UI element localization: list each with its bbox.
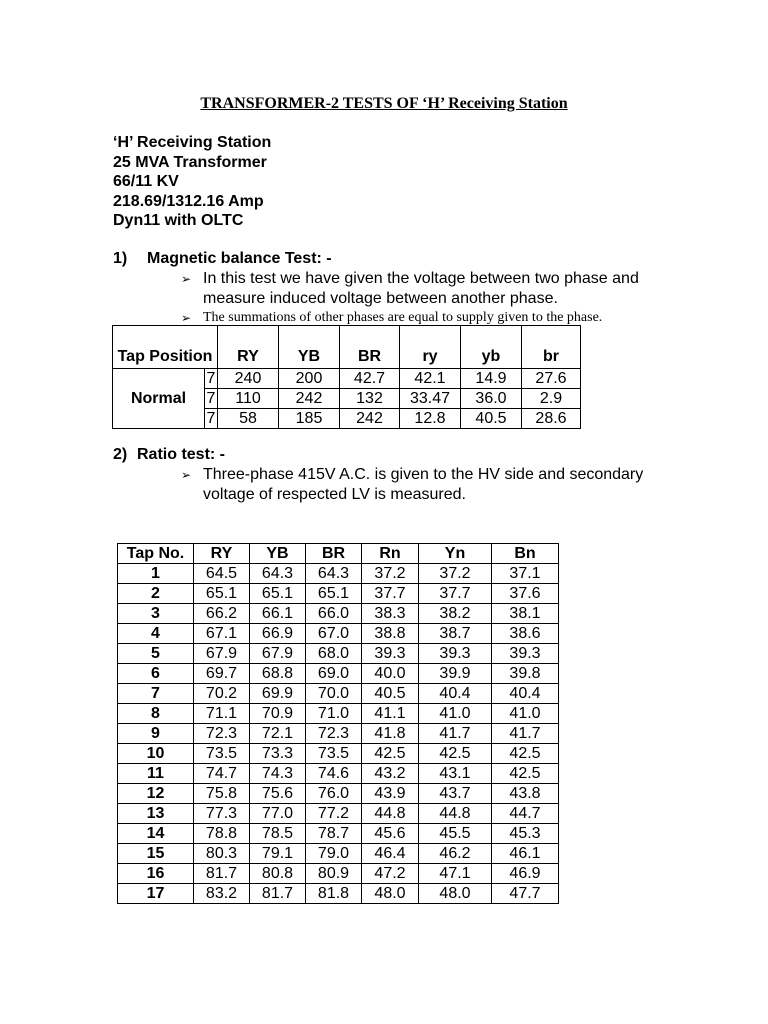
table-cell: 37.1 xyxy=(492,564,559,584)
table-cell: 42.1 xyxy=(400,369,461,389)
table-cell: 80.9 xyxy=(306,864,362,884)
table-cell: 72.1 xyxy=(250,724,306,744)
table-cell: 39.3 xyxy=(419,644,492,664)
table-cell: 41.0 xyxy=(419,704,492,724)
table-cell: 68.0 xyxy=(306,644,362,664)
section1-bullet-2: ➢ The summations of other phases are equal to supply given to the phase. xyxy=(181,308,661,328)
column-header: ry xyxy=(400,326,461,369)
voltage-rating: 66/11 KV xyxy=(113,173,179,191)
table-row xyxy=(118,744,559,764)
table-row xyxy=(118,724,559,744)
table-cell: 80.3 xyxy=(194,844,250,864)
table-cell: 42.7 xyxy=(340,369,400,389)
tap-number-cell: 1 xyxy=(118,564,194,584)
table-row xyxy=(118,844,559,864)
table-cell: 28.6 xyxy=(522,409,581,429)
tap-number-cell: 14 xyxy=(118,824,194,844)
table-cell: 70.9 xyxy=(250,704,306,724)
table-cell: 40.5 xyxy=(362,684,419,704)
tap-number-cell: 12 xyxy=(118,784,194,804)
column-header: BR xyxy=(340,326,400,369)
table-cell: 38.8 xyxy=(362,624,419,644)
table-cell: 77.0 xyxy=(250,804,306,824)
section1-heading xyxy=(113,250,332,268)
table-cell: 39.3 xyxy=(362,644,419,664)
table-cell: 43.8 xyxy=(492,784,559,804)
table-cell: 44.7 xyxy=(492,804,559,824)
table-cell: 73.3 xyxy=(250,744,306,764)
table-cell: 81.8 xyxy=(306,884,362,904)
table-cell: 38.3 xyxy=(362,604,419,624)
table-cell: 40.0 xyxy=(362,664,419,684)
section2-number: 2) xyxy=(113,446,128,463)
table-cell: 77.3 xyxy=(194,804,250,824)
table-cell: 64.3 xyxy=(306,564,362,584)
table-cell: 38.7 xyxy=(419,624,492,644)
table-cell: 74.3 xyxy=(250,764,306,784)
table-row xyxy=(118,664,559,684)
table-cell: 242 xyxy=(340,409,400,429)
table-cell: 200 xyxy=(279,369,340,389)
column-header: YB xyxy=(250,544,306,564)
tap-number-cell: 9 xyxy=(118,724,194,744)
column-header: Rn xyxy=(362,544,419,564)
table-cell: 68.8 xyxy=(250,664,306,684)
section1-title: Magnetic balance Test: - xyxy=(147,250,332,267)
table-cell: 83.2 xyxy=(194,884,250,904)
tap-number-cell: 7 xyxy=(118,684,194,704)
table-cell: 45.3 xyxy=(492,824,559,844)
table-cell: 65.1 xyxy=(306,584,362,604)
tap-number-cell: 10 xyxy=(118,744,194,764)
table-cell: 73.5 xyxy=(306,744,362,764)
table-cell: 43.9 xyxy=(362,784,419,804)
table-cell: 42.5 xyxy=(419,744,492,764)
table-cell: 14.9 xyxy=(461,369,522,389)
table-row xyxy=(118,884,559,904)
ratio-test-table xyxy=(117,543,559,904)
table-cell: 47.1 xyxy=(419,864,492,884)
table-cell: 132 xyxy=(340,389,400,409)
table-cell: 66.9 xyxy=(250,624,306,644)
table-cell: 37.7 xyxy=(419,584,492,604)
section2-heading xyxy=(113,446,225,464)
column-header: RY xyxy=(218,326,279,369)
table-cell: 65.1 xyxy=(194,584,250,604)
table-cell: 70.2 xyxy=(194,684,250,704)
table-row xyxy=(118,824,559,844)
table-row xyxy=(118,764,559,784)
table-cell: 74.6 xyxy=(306,764,362,784)
table-cell: 48.0 xyxy=(362,884,419,904)
tap-number-cell: 5 xyxy=(118,644,194,664)
table-cell: 43.2 xyxy=(362,764,419,784)
table-cell: 77.2 xyxy=(306,804,362,824)
current-rating: 218.69/1312.16 Amp xyxy=(113,192,264,210)
table-cell: 58 xyxy=(218,409,279,429)
table-cell: 2.9 xyxy=(522,389,581,409)
arrow-bullet-icon: ➢ xyxy=(181,468,192,482)
column-header: br xyxy=(522,326,581,369)
table-cell: 37.2 xyxy=(419,564,492,584)
station-name: ‘H’ Receiving Station xyxy=(113,134,272,151)
table-cell: 64.5 xyxy=(194,564,250,584)
table-cell: 42.5 xyxy=(492,744,559,764)
table-cell: 41.7 xyxy=(419,724,492,744)
document-title: TRANSFORMER-2 TESTS OF ‘H’ Receiving Station xyxy=(200,95,568,112)
table-header-row xyxy=(113,326,581,369)
table-cell: 75.8 xyxy=(194,784,250,804)
table-row xyxy=(118,624,559,644)
table-cell: 78.5 xyxy=(250,824,306,844)
table-cell: 48.0 xyxy=(419,884,492,904)
ratio-table-body xyxy=(118,564,559,904)
table-cell: 76.0 xyxy=(306,784,362,804)
table-cell: 7 xyxy=(205,389,218,409)
table-cell: 41.1 xyxy=(362,704,419,724)
table-cell: 7 xyxy=(205,369,218,389)
table-row xyxy=(118,604,559,624)
table-row xyxy=(118,644,559,664)
table-header-row xyxy=(118,544,559,564)
column-header: Tap Position xyxy=(113,326,218,369)
table-cell: 33.47 xyxy=(400,389,461,409)
table-cell: 81.7 xyxy=(194,864,250,884)
table-cell: 72.3 xyxy=(306,724,362,744)
table-cell: 242 xyxy=(279,389,340,409)
tap-number-cell: 16 xyxy=(118,864,194,884)
group-label: Normal xyxy=(113,369,205,429)
table-cell: 71.0 xyxy=(306,704,362,724)
table-row xyxy=(113,369,581,389)
table-cell: 185 xyxy=(279,409,340,429)
table-cell: 79.0 xyxy=(306,844,362,864)
table-cell: 80.8 xyxy=(250,864,306,884)
table-cell: 67.9 xyxy=(250,644,306,664)
table-cell: 38.2 xyxy=(419,604,492,624)
column-header: YB xyxy=(279,326,340,369)
table-cell: 46.1 xyxy=(492,844,559,864)
table-cell: 7 xyxy=(205,409,218,429)
table-cell: 27.6 xyxy=(522,369,581,389)
table-row xyxy=(118,784,559,804)
table-cell: 110 xyxy=(218,389,279,409)
table-cell: 69.7 xyxy=(194,664,250,684)
table-cell: 40.4 xyxy=(419,684,492,704)
arrow-bullet-icon: ➢ xyxy=(181,311,192,325)
section1-number: 1) xyxy=(113,250,128,267)
table-cell: 66.2 xyxy=(194,604,250,624)
table-cell: 67.1 xyxy=(194,624,250,644)
vector-group: Dyn11 with OLTC xyxy=(113,212,244,230)
section1-bullet-1: ➢ In this test we have given the voltage between two phase and measure induced voltage between another phase. xyxy=(181,270,639,307)
table-cell: 69.9 xyxy=(250,684,306,704)
table-cell: 240 xyxy=(218,369,279,389)
column-header: Bn xyxy=(492,544,559,564)
table-cell: 78.7 xyxy=(306,824,362,844)
section2-title: Ratio test: - xyxy=(137,446,225,463)
table-cell: 44.8 xyxy=(419,804,492,824)
table-cell: 66.1 xyxy=(250,604,306,624)
table-cell: 37.7 xyxy=(362,584,419,604)
tap-number-cell: 2 xyxy=(118,584,194,604)
table-cell: 65.1 xyxy=(250,584,306,604)
table-cell: 45.5 xyxy=(419,824,492,844)
table-cell: 67.0 xyxy=(306,624,362,644)
table-row xyxy=(118,564,559,584)
table-cell: 70.0 xyxy=(306,684,362,704)
table-cell: 72.3 xyxy=(194,724,250,744)
table-cell: 40.4 xyxy=(492,684,559,704)
table-cell: 47.7 xyxy=(492,884,559,904)
table-cell: 74.7 xyxy=(194,764,250,784)
table-cell: 67.9 xyxy=(194,644,250,664)
table-cell: 46.9 xyxy=(492,864,559,884)
tap-number-cell: 11 xyxy=(118,764,194,784)
table-cell: 41.0 xyxy=(492,704,559,724)
table-cell: 45.6 xyxy=(362,824,419,844)
column-header: yb xyxy=(461,326,522,369)
table-cell: 46.4 xyxy=(362,844,419,864)
table-cell: 81.7 xyxy=(250,884,306,904)
table-cell: 36.0 xyxy=(461,389,522,409)
table-cell: 39.9 xyxy=(419,664,492,684)
table-cell: 46.2 xyxy=(419,844,492,864)
table-cell: 78.8 xyxy=(194,824,250,844)
tap-number-cell: 3 xyxy=(118,604,194,624)
magnetic-balance-table xyxy=(112,325,581,429)
table-cell: 39.8 xyxy=(492,664,559,684)
table-cell: 37.6 xyxy=(492,584,559,604)
table-cell: 41.8 xyxy=(362,724,419,744)
table-cell: 39.3 xyxy=(492,644,559,664)
table-cell: 41.7 xyxy=(492,724,559,744)
table-cell: 38.1 xyxy=(492,604,559,624)
table-cell: 43.7 xyxy=(419,784,492,804)
tap-number-cell: 4 xyxy=(118,624,194,644)
table-row xyxy=(118,864,559,884)
table-cell: 47.2 xyxy=(362,864,419,884)
table-row xyxy=(118,704,559,724)
tap-number-cell: 17 xyxy=(118,884,194,904)
tap-number-cell: 15 xyxy=(118,844,194,864)
column-header: Tap No. xyxy=(118,544,194,564)
table-cell: 79.1 xyxy=(250,844,306,864)
table-cell: 12.8 xyxy=(400,409,461,429)
station-info xyxy=(113,133,271,231)
section2-bullet-1: ➢ Three-phase 415V A.C. is given to the HV side and secondary voltage of respected LV is measured. xyxy=(181,466,644,503)
table-cell: 42.5 xyxy=(492,764,559,784)
table-row xyxy=(118,684,559,704)
table-cell: 66.0 xyxy=(306,604,362,624)
column-header: BR xyxy=(306,544,362,564)
table-cell: 42.5 xyxy=(362,744,419,764)
table-cell: 64.3 xyxy=(250,564,306,584)
tap-number-cell: 6 xyxy=(118,664,194,684)
table-cell: 37.2 xyxy=(362,564,419,584)
table-cell: 43.1 xyxy=(419,764,492,784)
tap-number-cell: 13 xyxy=(118,804,194,824)
column-header: RY xyxy=(194,544,250,564)
table-cell: 71.1 xyxy=(194,704,250,724)
table-cell: 38.6 xyxy=(492,624,559,644)
table-row xyxy=(118,804,559,824)
table-cell: 44.8 xyxy=(362,804,419,824)
table-cell: 75.6 xyxy=(250,784,306,804)
column-header: Yn xyxy=(419,544,492,564)
tap-number-cell: 8 xyxy=(118,704,194,724)
table-cell: 40.5 xyxy=(461,409,522,429)
arrow-bullet-icon: ➢ xyxy=(181,272,192,286)
table-row xyxy=(118,584,559,604)
table-cell: 73.5 xyxy=(194,744,250,764)
transformer-rating: 25 MVA Transformer xyxy=(113,153,267,171)
table-cell: 69.0 xyxy=(306,664,362,684)
